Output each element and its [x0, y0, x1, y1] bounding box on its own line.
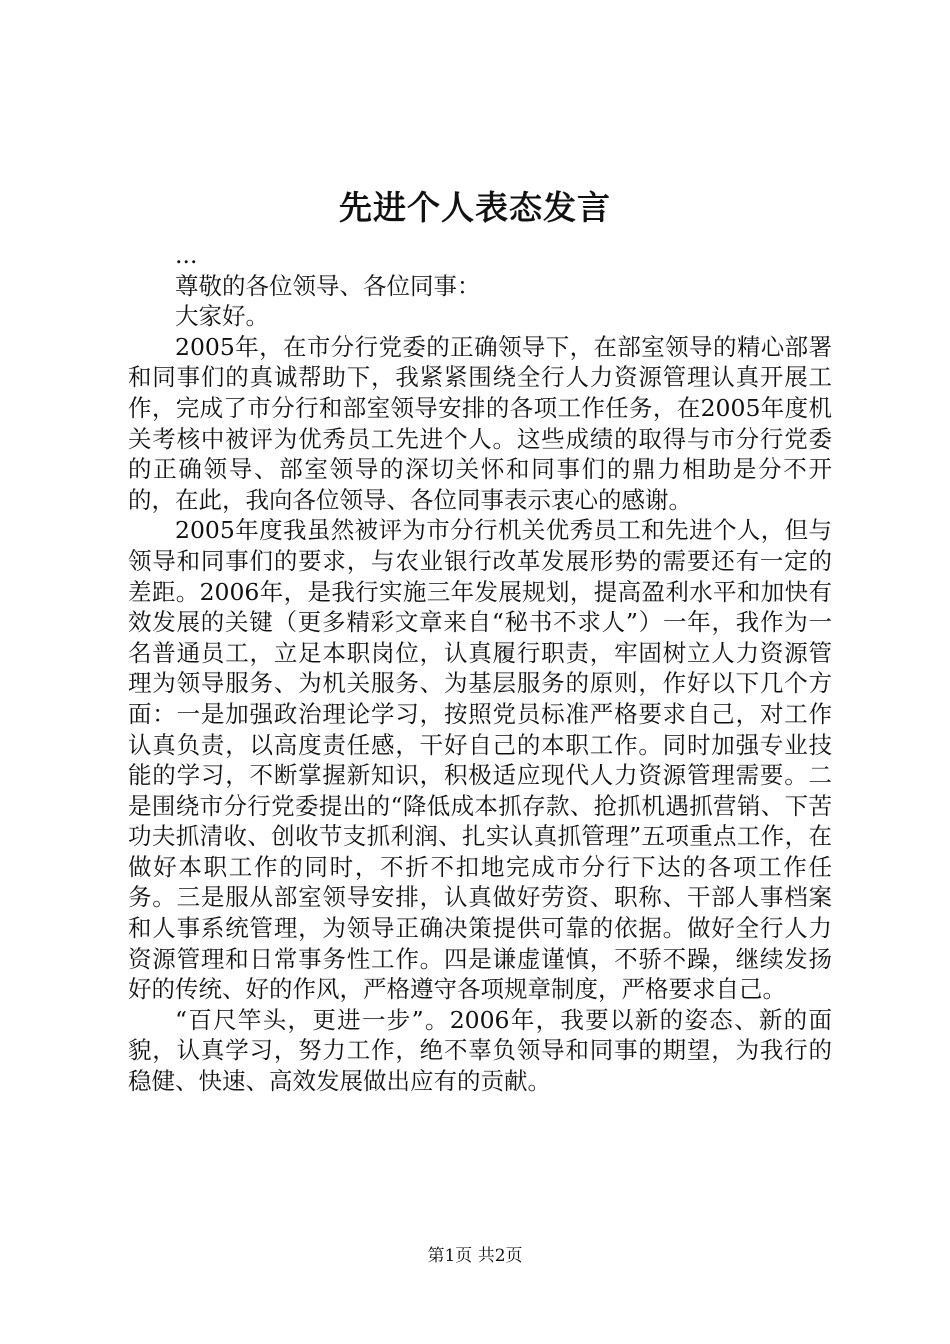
page-title: 先进个人表态发言: [339, 188, 611, 227]
ellipsis-line: ...: [175, 241, 198, 269]
document-body: [128, 240, 832, 1097]
greeting: 大家好。: [175, 302, 269, 331]
salutation: 尊敬的各位领导、各位同事：: [175, 271, 481, 300]
paragraph-2: 2005年度我虽然被评为市分行机关优秀员工和先进个人，但与领导和同事们的要求，与农业银行改革发展形势的需要还有一定的差距。2006年，是我行实施三年发展规划，提高盈利水平和加快有效发展的关键（更多精彩文章来自“秘书不求人”）一年，我作为一名普通员工，立足本职岗位，认真履行职责，牢固树立人力资源管理为领导服务、为机关服务、为基层服务的原则，作好以下几个方面：一是加强政治理论学习，按照党员标准严格要求自己，对工作认真负责，以高度责任感，干好自己的本职工作。同时加强专业技能的学习，不断掌握新知识，积极适应现代人力资源管理需要。二是围绕市分行党委提出的“降低成本抓存款、抢抓机遇抓营销、下苦功夫抓清收、创收节支抓利润、扎实认真抓管理”五项重点工作，在做好本职工作的同时，不折不扣地完成市分行下达的各项工作任务。三是服从部室领导安排，认真做好劳资、职称、干部人事档案和人事系统管理，为领导正确决策提供可靠的依据。做好全行人力资源管理和日常事务性工作。四是谦虚谨慎，不骄不躁，继续发扬好的传统、好的作风，严格遵守各项规章制度，严格要求自己。: [128, 516, 832, 1004]
paragraph-3: “百尺竿头，更进一步”。2006年，我要以新的姿态、新的面貌，认真学习，努力工作，绝不辜负领导和同事的期望，为我行的稳健、快速、高效发展做出应有的贡献。: [128, 1005, 832, 1096]
page-number-footer: 第1页 共2页: [427, 1246, 523, 1266]
paragraph-1: 2005年，在市分行党委的正确领导下，在部室领导的精心部署和同事们的真诚帮助下，我紧紧围绕全行人力资源管理认真开展工作，完成了市分行和部室领导安排的各项工作任务，在2005年度机关考核中被评为优秀员工先进个人。这些成绩的取得与市分行党委的正确领导、部室领导的深切关怀和同事们的鼎力相助是分不开的，在此，我向各位领导、各位同事表示衷心的感谢。: [128, 332, 832, 514]
